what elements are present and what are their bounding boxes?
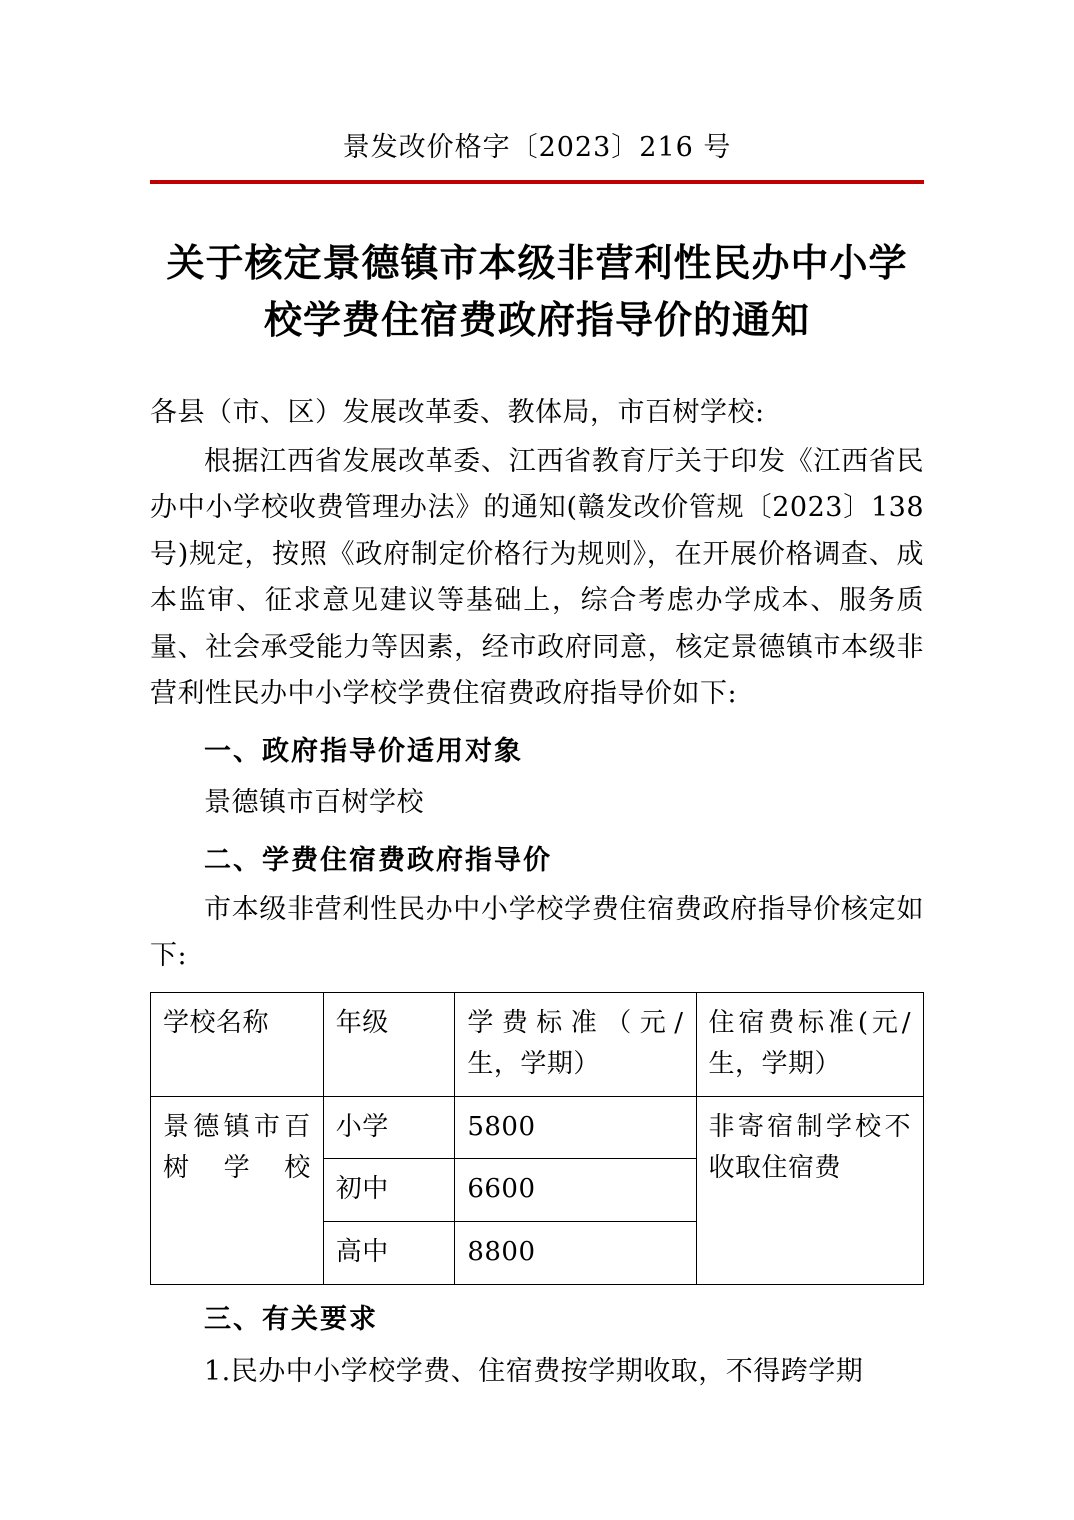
section-1-content: 景德镇市百树学校 <box>204 786 424 818</box>
table-cell-boarding-note: 非寄宿制学校不收取住宿费 <box>696 1096 924 1284</box>
table-header-row <box>151 992 924 1096</box>
table-cell-grade: 初中 <box>323 1159 455 1222</box>
table-header-grade: 年级 <box>323 992 455 1096</box>
document-title-line-2: 校学费住宿费政府指导价的通知 <box>263 297 810 343</box>
paragraph-basis: 根据江西省发展改革委、江西省教育厅关于印发《江西省民办中小学校收费管理办法》的通知(赣发改价管规〔2023〕138 号)规定，按照《政府制定价格行为规则》，在开展价格调查、成本监审、征求意见建议等基础上，综合考虑办学成本、服务质量、社会承受能力等因素，经市政府同意，核定景德镇市本级非营利性民办中小学校学费住宿费政府指导价如下: <box>150 445 924 710</box>
table-cell-tuition: 5800 <box>455 1096 696 1159</box>
document-number: 景发改价格字〔2023〕216 号 <box>342 132 732 163</box>
table-cell-tuition: 6600 <box>455 1159 696 1222</box>
section-heading-3: 三、有关要求 <box>204 1303 378 1335</box>
table-header-boarding: 住宿费标准(元/生，学期） <box>696 992 924 1096</box>
red-divider-rule <box>150 180 924 184</box>
section-heading-1: 一、政府指导价适用对象 <box>204 736 523 768</box>
document-body <box>150 390 924 1395</box>
table-header-tuition: 学费标准（元/生，学期） <box>455 992 696 1096</box>
table-cell-tuition: 8800 <box>455 1222 696 1285</box>
section-heading-2: 二、学费住宿费政府指导价 <box>204 845 552 877</box>
document-title <box>150 234 924 348</box>
section-2-content: 市本级非营利性民办中小学校学费住宿费政府指导价核定如下: <box>150 893 924 972</box>
table-row <box>151 1096 924 1159</box>
fee-standards-table <box>150 992 924 1285</box>
table-cell-grade: 小学 <box>323 1096 455 1159</box>
table-cell-grade: 高中 <box>323 1222 455 1285</box>
section-3-item-1: 1.民办中小学校学费、住宿费按学期收取，不得跨学期 <box>204 1356 864 1388</box>
table-cell-school-name: 景德镇市百树学校 <box>151 1096 324 1284</box>
salutation: 各县（市、区）发展改革委、教体局，市百树学校: <box>150 397 765 429</box>
table-header-school-name: 学校名称 <box>151 992 324 1096</box>
document-title-line-1: 关于核定景德镇市本级非营利性民办中小学 <box>166 240 908 286</box>
